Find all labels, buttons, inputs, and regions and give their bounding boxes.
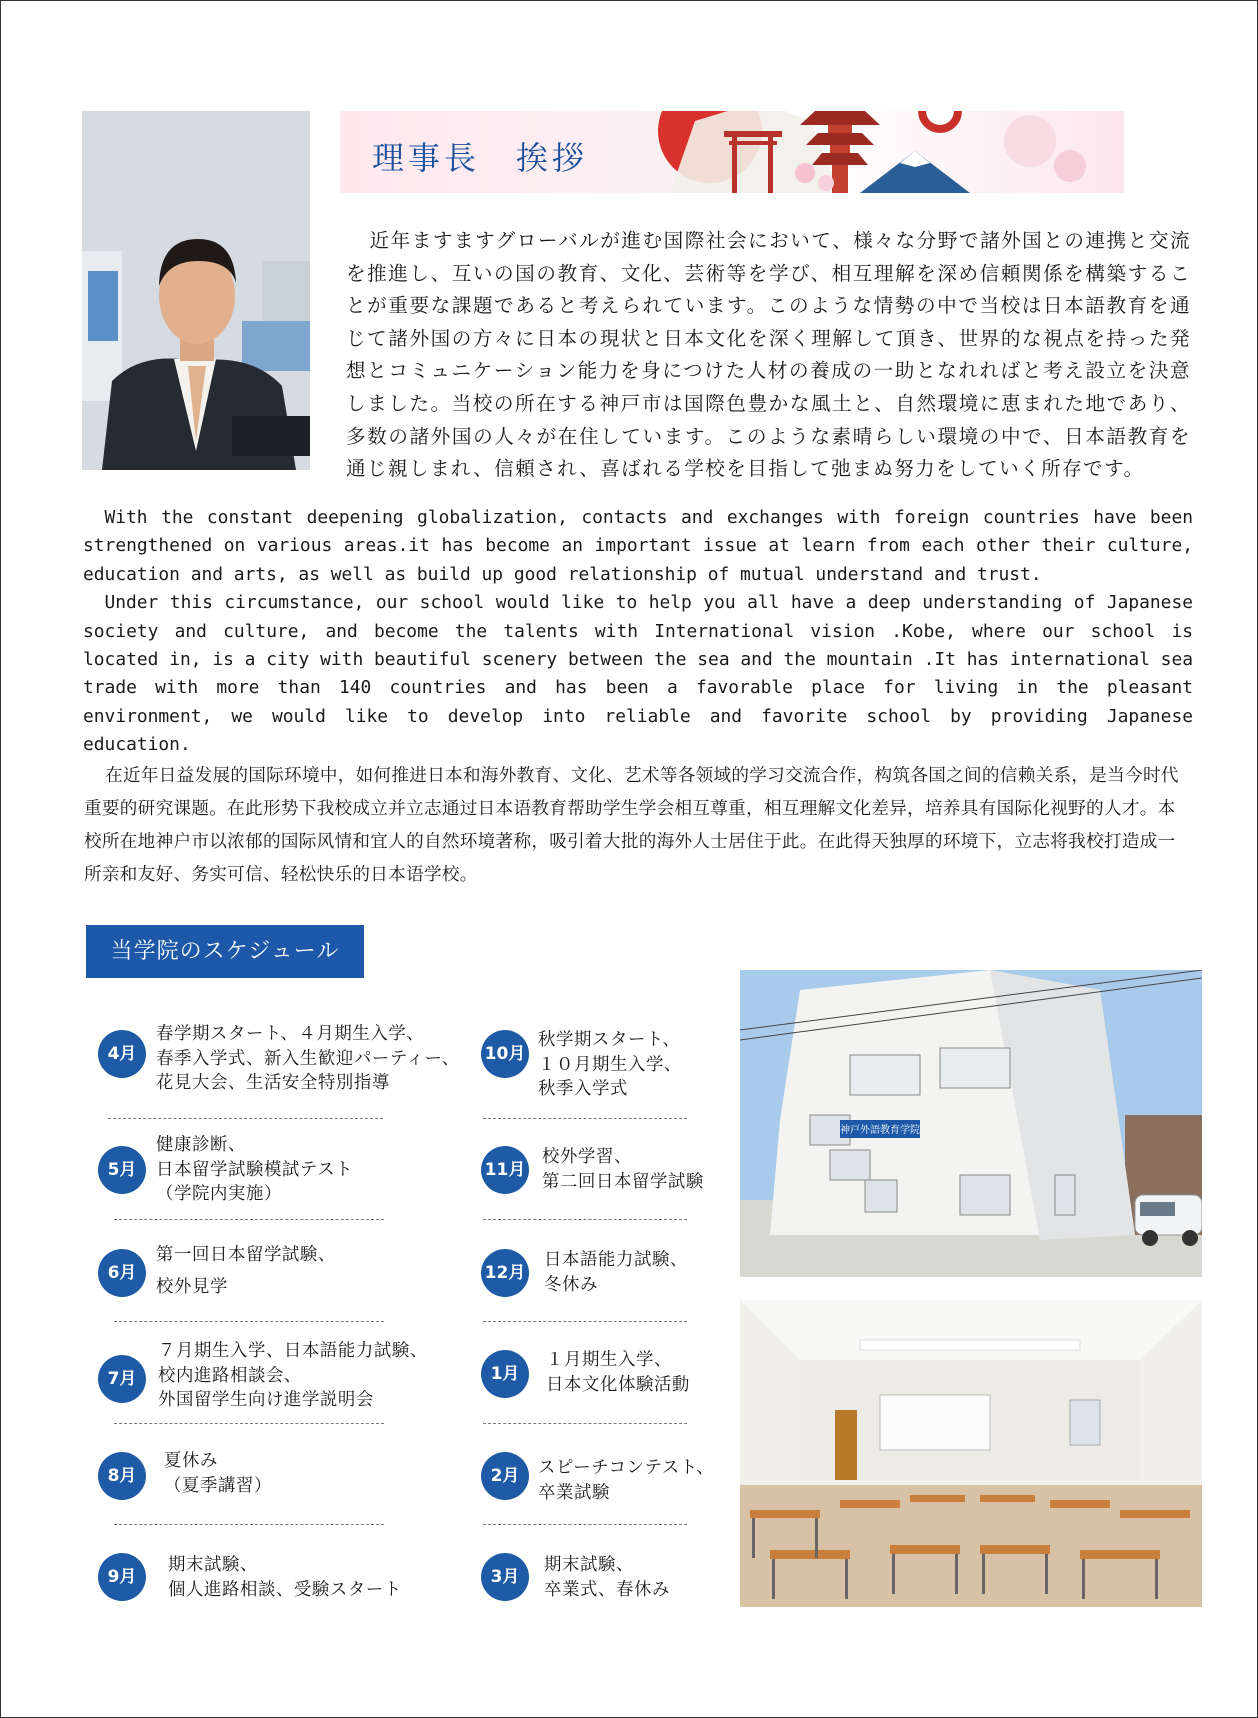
schedule-item-text: スピーチコンテスト、 卒業試験 [538, 1458, 715, 1503]
month-badge: 1月 [481, 1350, 529, 1398]
schedule-item-text: 期末試験、 個人進路相談、受験スタート [168, 1555, 402, 1600]
page-title: 理事長 挨拶 [372, 139, 589, 177]
month-badge: 2月 [481, 1452, 529, 1500]
divider [483, 1219, 687, 1220]
schedule-item-text: 春学期スタート、４月期生入学、 春季入学式、新入生歓迎パーティー、 花見大会、生活安全特別指導 [156, 1024, 460, 1093]
intro-english-paragraph-1: With the constant deepening globalization, contacts and exchanges with foreign countries have been strengthened on various areas.it has become an important issue at learn from each other their culture, education and arts, as well as build up good relationship of mutual understand and trust. [83, 507, 1193, 585]
month-badge: 3月 [481, 1553, 529, 1601]
schedule-item-text: ７月期生入学、日本語能力試験、 校内進路相談会、 外国留学生向け進学説明会 [158, 1341, 428, 1410]
schedule-item-text: 日本語能力試験、 冬休み [544, 1250, 688, 1295]
title-banner [340, 111, 1124, 193]
intro-english [83, 504, 1193, 760]
schedule-item-text: １月期生入学、 日本文化体験活動 [546, 1350, 690, 1395]
intro-japanese: 近年ますますグローバルが進む国際社会において、様々な分野で諸外国との連携と交流を推進し、互いの国の教育、文化、芸術等を学び、相互理解を深め信頼関係を構築することが重要な課題であると考えられています。このような情勢の中で当校は日本語教育を通じて諸外国の方々に日本の現状と日本文化を深く理解して頂き、世界的な視点を持った発想とコミュニケーション能力を身につけた人材の養成の一助となれればと考え設立を決意しました。当校の所在する神戸市は国際色豊かな風土と、自然環境に恵まれた地であり、多数の諸外国の人々が在住しています。このような素晴らしい環境の中で、日本語教育を通じ親しまれ、信頼され、喜ばれる学校を目指して弛まぬ努力をしていく所存です。 [346, 229, 1191, 481]
schedule-item-text: 第一回日本留学試験、 校外見学 [156, 1245, 336, 1297]
school-building-photo [740, 970, 1202, 1277]
month-badge: 7月 [98, 1355, 146, 1403]
intro-english-paragraph-2: Under this circumstance, our school would like to help you all have a deep understanding of Japanese society and culture, and become the talents with International vision .Kobe, where our school is located in, is a city with beautiful scenery between the sea and the mountain .It has international sea trade with more than 140 countries and has been a favorable place for living in the pleasant environment, we would like to develop into reliable and favorite school by providing Japanese education. [83, 592, 1193, 756]
schedule-item-text: 健康診断、 日本留学試験模試テスト （学院内実施） [156, 1135, 354, 1204]
divider [483, 1321, 687, 1322]
month-badge: 12月 [481, 1249, 529, 1297]
month-badge: 10月 [481, 1030, 529, 1078]
divider [483, 1423, 687, 1424]
month-badge: 9月 [98, 1553, 146, 1601]
month-badge: 5月 [98, 1146, 146, 1194]
divider [483, 1524, 687, 1525]
month-badge: 4月 [98, 1030, 146, 1078]
schedule-item-text: 夏休み （夏季講習） [164, 1451, 272, 1496]
divider [114, 1423, 384, 1424]
chairman-portrait [82, 111, 310, 470]
intro-chinese: 在近年日益发展的国际环境中，如何推进日本和海外教育、文化、艺术等各领域的学习交流合作，构筑各国之间的信赖关系，是当今时代重要的研究课题。在此形势下我校成立并立志通过日本语教育帮助学生学会相互尊重，相互理解文化差异，培养具有国际化视野的人才。本校所在地神户市以浓郁的国际风情和宜人的自然环境著称，吸引着大批的海外人士居住于此。在此得天独厚的环境下，立志将我校打造成一所亲和友好、务实可信、轻松快乐的日本语学校。 [84, 766, 1179, 885]
schedule-item-text: 校外学習、 第二回日本留学試験 [542, 1147, 704, 1192]
month-badge: 11月 [481, 1146, 529, 1194]
building-sign: 神戸外語教育学院 [840, 1125, 920, 1136]
divider [114, 1321, 384, 1322]
divider [108, 1118, 383, 1119]
divider [114, 1524, 384, 1525]
schedule-item-text: 期末試験、 卒業式、春休み [544, 1555, 670, 1600]
divider [114, 1219, 384, 1220]
schedule-heading: 当学院のスケジュール [86, 925, 364, 978]
classroom-photo [740, 1300, 1202, 1607]
month-badge: 8月 [98, 1452, 146, 1500]
schedule-item-text: 秋学期スタート、 １０月期生入学、 秋季入学式 [538, 1030, 682, 1099]
divider [483, 1118, 687, 1119]
month-badge: 6月 [98, 1249, 146, 1297]
